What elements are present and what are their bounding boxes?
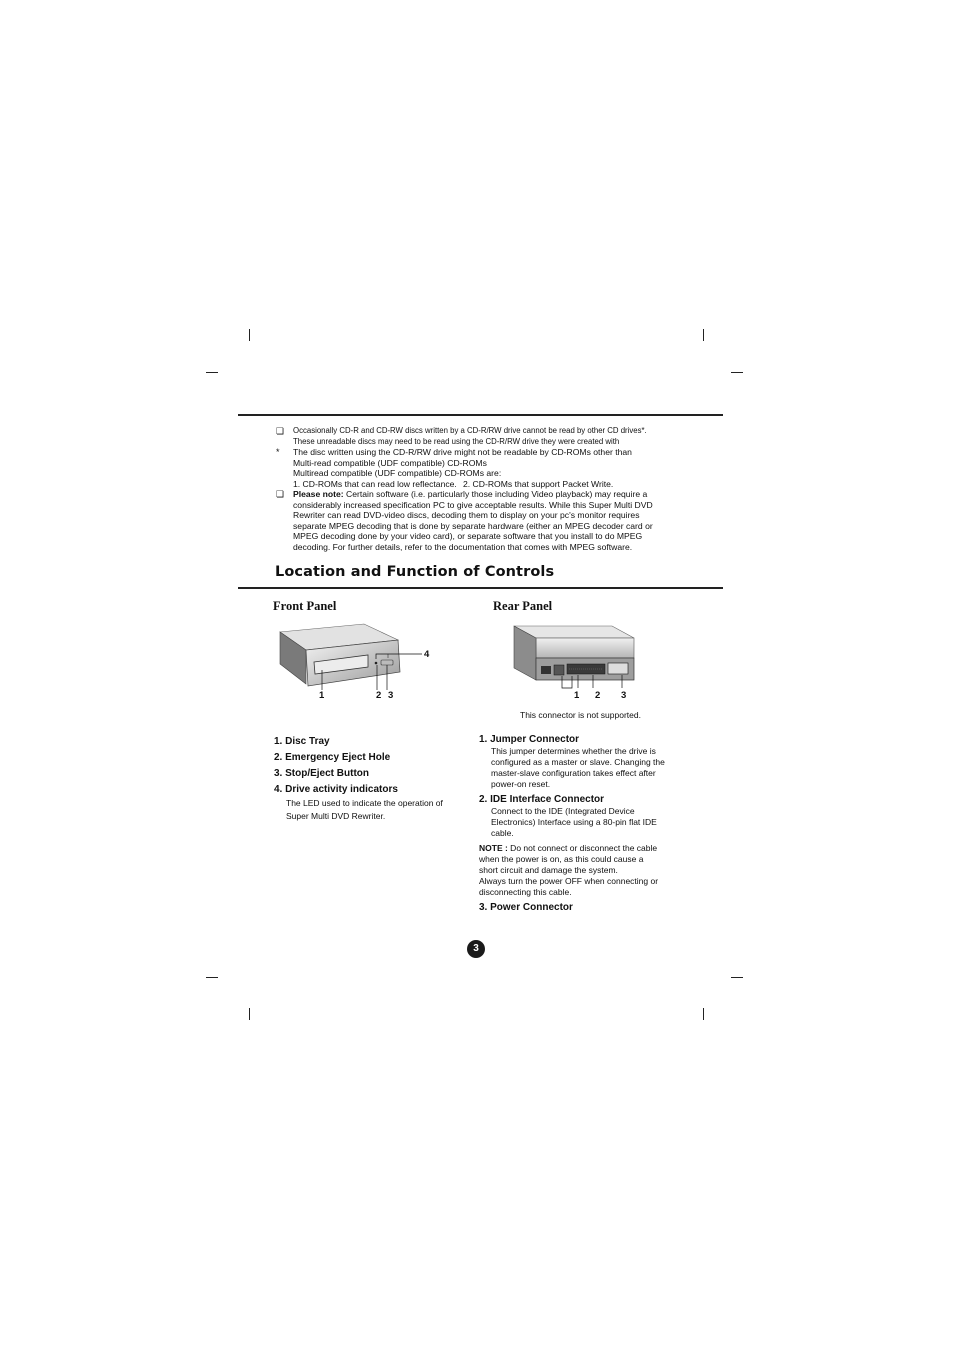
note-line: considerably increased specification PC to give acceptable results. While this Super Multi DVD: [293, 499, 653, 510]
checkbox-bullet-icon: ❏: [276, 489, 285, 499]
note-item: [276, 479, 696, 490]
audio-connector: [541, 666, 551, 674]
note-bold-label: Please note:: [293, 489, 344, 499]
rear-item-title: 1. Jumper Connector: [479, 734, 580, 745]
front-panel-list: [274, 736, 474, 827]
crop-mark: [206, 372, 218, 373]
heading-rule: [238, 587, 723, 589]
front-callout-2: 2: [376, 690, 382, 701]
crop-mark: [249, 1008, 250, 1020]
eject-hole-icon: [375, 662, 378, 665]
note-line: Multi-read compatible (UDF compatible) CD-ROMs: [293, 457, 487, 468]
rear-item-desc: master-slave configuration takes effect after: [491, 768, 656, 778]
note-line: short circuit and damage the system.: [479, 865, 618, 875]
rear-note: [479, 843, 684, 898]
rear-callout-3: 3: [621, 690, 627, 701]
note-line: 2. CD-ROMs that support Packet Write.: [463, 478, 614, 489]
note-line: 1. CD-ROMs that can read low reflectance.: [293, 478, 457, 489]
front-item-desc: Super Multi DVD Rewriter.: [286, 811, 386, 821]
empty-bullet: [276, 479, 293, 490]
front-item-title: 1. Disc Tray: [274, 736, 330, 747]
rear-item-desc: cable.: [491, 828, 514, 838]
rear-item-desc: This jumper determines whether the drive is: [491, 746, 656, 756]
note-line: Occasionally CD-R and CD-RW discs written by a CD-R/RW drive cannot be read by other CD drives*.: [293, 426, 647, 435]
rear-callout-1: 1: [574, 690, 580, 701]
note-line: These unreadable discs may need to be read using the CD-R/RW drive they were created with: [293, 436, 620, 446]
front-callout-1: 1: [319, 690, 325, 701]
rear-item-desc: configured as a master or slave. Changing the: [491, 757, 665, 767]
front-item-title: 2. Emergency Eject Hole: [274, 752, 391, 763]
crop-mark: [731, 372, 743, 373]
note-line: MPEG decoding done by your video card), or separate software that you install to do MPEG: [293, 531, 643, 541]
asterisk-bullet: *: [276, 447, 280, 457]
note-line: Do not connect or disconnect the cable: [507, 843, 658, 853]
note-line: disconnecting this cable.: [479, 887, 572, 897]
rear-item-desc: power-on reset.: [491, 779, 551, 789]
rear-item-desc: Electronics) Interface using a 80-pin flat IDE: [491, 817, 657, 827]
note-item: [276, 426, 696, 447]
note-label: NOTE :: [479, 843, 508, 853]
rear-caption: This connector is not supported.: [520, 710, 641, 720]
rear-panel-list: [479, 734, 684, 914]
front-callout-3: 3: [388, 690, 394, 701]
note-line: decoding. For further details, refer to the documentation that comes with MPEG software.: [293, 541, 633, 552]
note-line: Certain software (i.e. particularly those including Video playback) may require a: [343, 489, 648, 499]
eject-button-icon: [381, 660, 393, 665]
rear-item-title: 2. IDE Interface Connector: [479, 794, 605, 805]
jumper-connector: [554, 665, 564, 675]
rear-callout-2: 2: [595, 690, 601, 701]
note-line: Always turn the power OFF when connecting or: [479, 876, 659, 886]
top-rule: [238, 414, 723, 416]
power-connector: [608, 663, 628, 674]
rear-panel-title: Rear Panel: [493, 599, 553, 613]
checkbox-bullet-icon: ❏: [276, 426, 285, 436]
crop-mark: [703, 1008, 704, 1020]
front-item-title: 3. Stop/Eject Button: [274, 768, 369, 779]
note-line: when the power is on, as this could cause a: [479, 854, 644, 864]
drive-body: [536, 638, 634, 658]
crop-mark: [206, 977, 218, 978]
crop-mark: [249, 329, 250, 341]
front-panel-drive-illustration: [276, 622, 446, 692]
front-callout-4: 4: [424, 649, 430, 660]
note-line: separate MPEG decoding that is done by separate hardware (either an MPEG decoder card or: [293, 520, 653, 531]
rear-item-desc: Connect to the IDE (Integrated Device: [491, 806, 635, 816]
front-panel-title: Front Panel: [273, 599, 337, 613]
crop-mark: [731, 977, 743, 978]
note-line: Rewriter can read DVD-video discs, decoding them to display on your pc's monitor requires: [293, 510, 640, 520]
note-item: [276, 489, 696, 552]
note-line: The disc written using the CD-R/RW drive might not be readable by CD-ROMs other than: [293, 447, 632, 457]
page-number-badge: 3: [467, 940, 485, 958]
front-item-title: 4. Drive activity indicators: [274, 784, 398, 795]
section-heading: Location and Function of Controls: [275, 564, 555, 580]
front-item-desc: The LED used to indicate the operation of: [286, 798, 443, 808]
rear-panel-drive-illustration: [510, 622, 640, 692]
note-line: Multiread compatible (UDF compatible) CD-ROMs are:: [293, 468, 502, 478]
rear-item-title: 3. Power Connector: [479, 902, 573, 913]
crop-mark: [703, 329, 704, 341]
notes-block: [276, 426, 696, 552]
note-item: [276, 447, 696, 479]
